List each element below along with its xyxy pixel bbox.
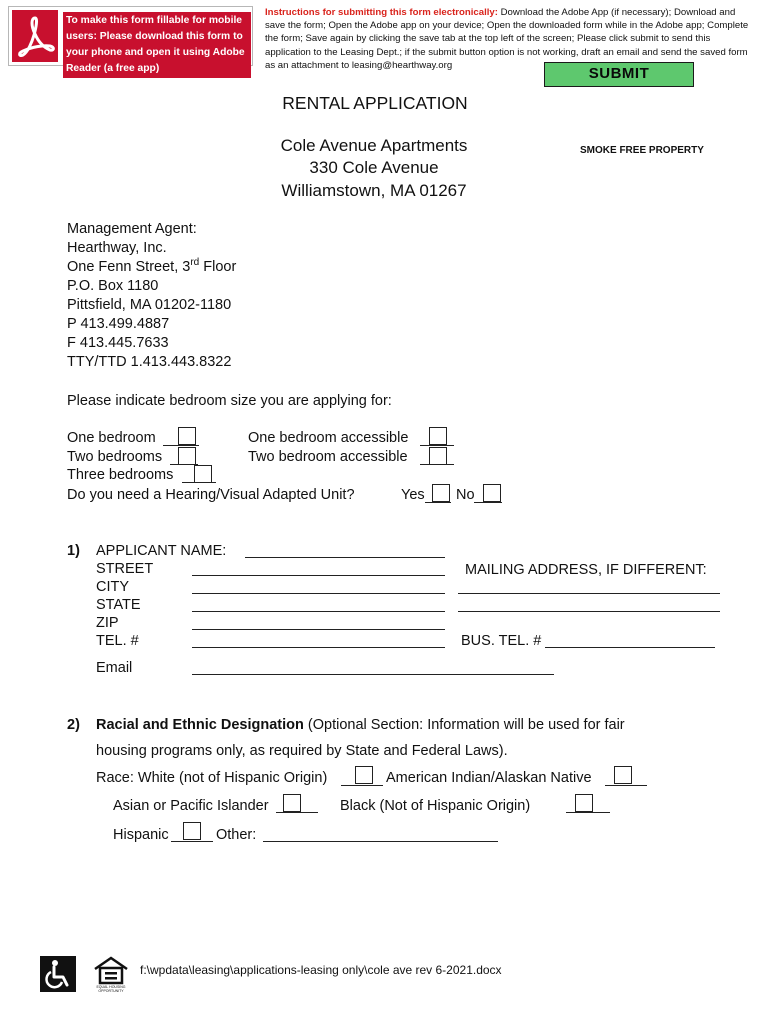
other-label: Other:: [216, 827, 257, 843]
applicant-name-field[interactable]: [245, 557, 445, 558]
asian-label: Asian or Pacific Islander: [113, 798, 269, 814]
section-2-title: Racial and Ethnic Designation: [96, 717, 304, 733]
wheelchair-icon: [40, 956, 76, 992]
instructions-heading: Instructions for submitting this form electronically:: [265, 7, 498, 18]
section-2-heading: [96, 717, 625, 734]
agent-address-floor: Floor: [199, 259, 237, 275]
hispanic-label: Hispanic: [113, 827, 169, 843]
agent-address-sup: rd: [190, 257, 200, 268]
city-field[interactable]: [192, 593, 445, 594]
equal-housing-text: EQUAL HOUSING OPPORTUNITY: [96, 985, 126, 993]
footer-file-path: f:\wpdata\leasing\applications-leasing only\cole ave rev 6-2021.docx: [140, 963, 502, 977]
bus-tel-field[interactable]: [545, 647, 715, 648]
yes-label: Yes: [401, 487, 425, 503]
two-bedroom-accessible-label: Two bedroom accessible: [248, 449, 408, 465]
agent-city: Pittsfield, MA 01202-1180: [67, 297, 232, 313]
hispanic-checkbox[interactable]: [183, 822, 201, 840]
state-label: STATE: [96, 597, 141, 613]
three-bedrooms-checkbox[interactable]: [194, 465, 212, 483]
bus-tel-label: BUS. TEL. #: [461, 633, 542, 649]
tel-label: TEL. #: [96, 633, 139, 649]
one-bedroom-label: One bedroom: [67, 430, 156, 446]
two-bedrooms-checkbox[interactable]: [178, 447, 196, 465]
adobe-pdf-icon: [12, 10, 58, 62]
section-2-note: (Optional Section: Information will be used for fair: [303, 717, 625, 733]
property-street: 330 Cole Avenue: [309, 158, 439, 177]
one-bedroom-accessible-checkbox[interactable]: [429, 427, 447, 445]
adobe-reader-banner: [8, 6, 253, 74]
american-indian-label: American Indian/Alaskan Native: [386, 770, 592, 786]
agent-fax: F 413.445.7633: [67, 335, 169, 351]
agent-po-box: P.O. Box 1180: [67, 278, 159, 294]
no-label: No: [456, 487, 475, 503]
equal-housing-icon: [92, 955, 130, 997]
three-bedrooms-label: Three bedrooms: [67, 467, 174, 483]
mailing-address-field-2[interactable]: [458, 611, 720, 612]
section-2-number: 2): [67, 717, 80, 733]
asian-checkbox[interactable]: [283, 794, 301, 812]
city-label: CITY: [96, 579, 130, 595]
mailing-address-label: MAILING ADDRESS, IF DIFFERENT:: [465, 562, 707, 578]
property-city: Williamstown, MA 01267: [281, 181, 467, 200]
street-label: STREET: [96, 561, 154, 577]
other-field[interactable]: [263, 841, 498, 842]
email-label: Email: [96, 660, 133, 676]
adobe-banner-text: To make this form fillable for mobile users: Please download this form to your phone and open it using Adobe Reader (a free app): [63, 12, 251, 78]
tel-field[interactable]: [192, 647, 445, 648]
page-title: RENTAL APPLICATION: [282, 93, 468, 113]
american-indian-checkbox[interactable]: [614, 766, 632, 784]
agent-address: [67, 259, 236, 277]
black-checkbox[interactable]: [575, 794, 593, 812]
smoke-free-label: SMOKE FREE PROPERTY: [580, 145, 704, 156]
hearing-visual-question: Do you need a Hearing/Visual Adapted Unit?: [67, 487, 355, 503]
section-2-note-2: housing programs only, as required by State and Federal Laws).: [96, 743, 508, 759]
black-label: Black (Not of Hispanic Origin): [340, 798, 531, 814]
street-field[interactable]: [192, 575, 445, 576]
one-bedroom-checkbox[interactable]: [178, 427, 196, 445]
two-bedrooms-label: Two bedrooms: [67, 449, 163, 465]
state-field[interactable]: [192, 611, 445, 612]
bedroom-prompt: Please indicate bedroom size you are applying for:: [67, 393, 392, 409]
agent-label: Management Agent:: [67, 221, 197, 237]
section-1-number: 1): [67, 543, 80, 559]
agent-address-text: One Fenn Street, 3: [67, 259, 191, 275]
race-white-label: Race: White (not of Hispanic Origin): [96, 770, 328, 786]
mailing-address-field-1[interactable]: [458, 593, 720, 594]
agent-tty: TTY/TTD 1.413.443.8322: [67, 354, 232, 370]
hearing-yes-checkbox[interactable]: [432, 484, 450, 502]
zip-field[interactable]: [192, 629, 445, 630]
email-field[interactable]: [192, 674, 554, 675]
property-name: Cole Avenue Apartments: [280, 136, 468, 155]
race-white-checkbox[interactable]: [355, 766, 373, 784]
submit-button[interactable]: SUBMIT: [544, 62, 694, 87]
zip-label: ZIP: [96, 615, 119, 631]
one-bedroom-accessible-label: One bedroom accessible: [248, 430, 409, 446]
hearing-no-checkbox[interactable]: [483, 484, 501, 502]
two-bedroom-accessible-checkbox[interactable]: [429, 447, 447, 465]
agent-phone: P 413.499.4887: [67, 316, 170, 332]
agent-name: Hearthway, Inc.: [67, 240, 167, 256]
applicant-name-label: APPLICANT NAME:: [96, 543, 227, 559]
instructions-body: Download the Adobe App (if necessary); Download and save the form; Open the Adobe app on your device; Open the downloaded form while in the Adobe app; Complete the form; Save again by clicking the save tab at the top left of the screen; Please click submit to send this application to the Leasing Dept.; if the submit button option is not working, draft an email and send the saved form as an attachment to leasing@hearthway.org: [265, 7, 749, 71]
